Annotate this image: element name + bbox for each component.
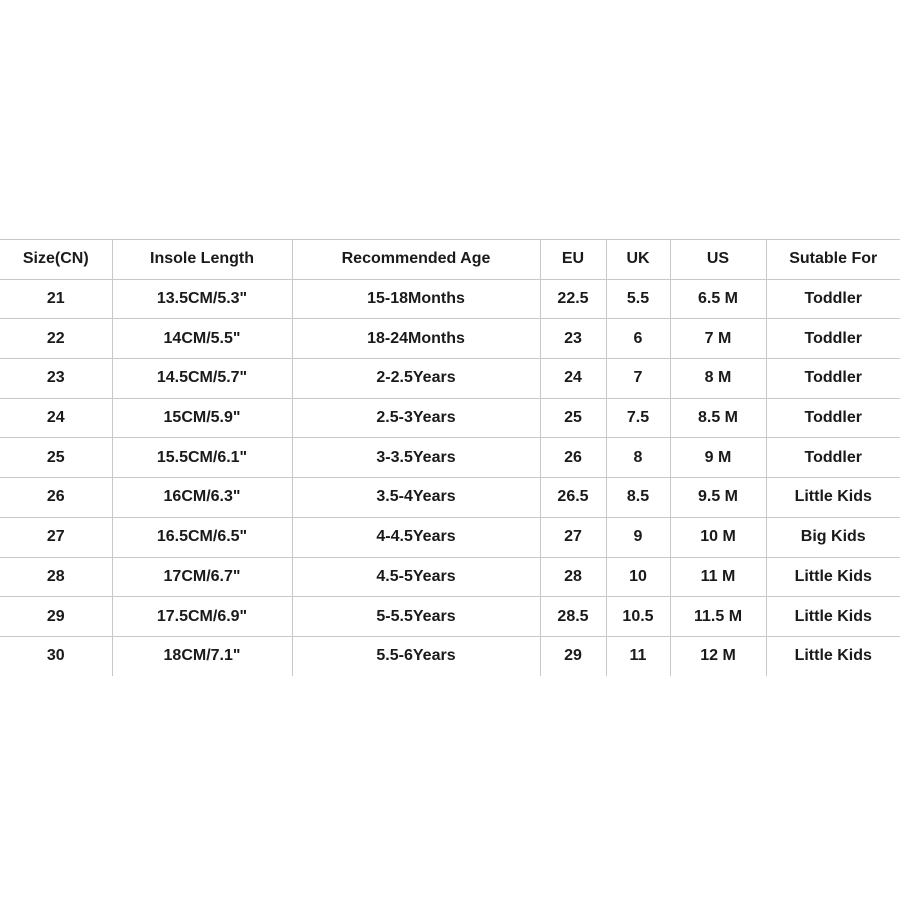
cell-recommended-age: 5.5-6Years [292, 636, 540, 675]
cell-suitable-for: Toddler [766, 319, 900, 359]
cell-insole-length: 16.5CM/6.5" [112, 517, 292, 557]
cell-us: 10 M [670, 517, 766, 557]
cell-eu: 22.5 [540, 279, 606, 319]
cell-insole-length: 17.5CM/6.9" [112, 597, 292, 637]
header-eu: EU [540, 240, 606, 280]
cell-size-cn: 25 [0, 438, 112, 478]
cell-us: 6.5 M [670, 279, 766, 319]
cell-eu: 26 [540, 438, 606, 478]
cell-size-cn: 30 [46, 647, 65, 665]
cell-uk: 6 [606, 319, 670, 359]
table-row [0, 359, 900, 399]
cell-us: 11.5 M [670, 597, 766, 637]
cell-us: 8.5 M [670, 398, 766, 438]
cell-uk: 10.5 [606, 597, 670, 637]
cell-uk: 8 [606, 438, 670, 478]
cell-insole-length: 15CM/5.9" [112, 398, 292, 438]
cell-recommended-age: 18-24Months [292, 319, 540, 359]
size-chart-table [0, 239, 900, 676]
table-body [0, 279, 900, 675]
cell-us: 9 M [670, 438, 766, 478]
cell-eu: 29 [540, 636, 606, 675]
header-us: US [670, 240, 766, 280]
cell-suitable-for: Toddler [766, 359, 900, 399]
cell-eu: 28 [540, 557, 606, 597]
table-row [0, 398, 900, 438]
cell-uk: 11 [606, 636, 670, 675]
cell-us: 9.5 M [670, 478, 766, 518]
cell-us: 11 M [670, 557, 766, 597]
cell-insole-length: 14CM/5.5" [112, 319, 292, 359]
cell-size-cn: 27 [0, 517, 112, 557]
table-row [0, 279, 900, 319]
cell-suitable-for: Toddler [766, 398, 900, 438]
cell-suitable-for: Little Kids [766, 557, 900, 597]
cell-insole-length: 14.5CM/5.7" [112, 359, 292, 399]
cell-insole-length: 17CM/6.7" [112, 557, 292, 597]
cell-us: 7 M [670, 319, 766, 359]
cell-insole-length: 18CM/7.1" [112, 636, 292, 675]
cell-size-cn: 26 [0, 478, 112, 518]
cell-insole-length: 16CM/6.3" [112, 478, 292, 518]
table-header [0, 240, 900, 280]
table-row [0, 517, 900, 557]
cell-recommended-age: 3-3.5Years [292, 438, 540, 478]
cell-suitable-for: Toddler [766, 279, 900, 319]
header-insole-length: Insole Length [112, 240, 292, 280]
cell-uk: 8.5 [606, 478, 670, 518]
cell-recommended-age: 5-5.5Years [292, 597, 540, 637]
table-row [0, 438, 900, 478]
cell-uk: 10 [606, 557, 670, 597]
cell-us: 12 M [670, 636, 766, 675]
table-row [0, 557, 900, 597]
cell-eu: 28.5 [540, 597, 606, 637]
cell-eu: 23 [540, 319, 606, 359]
cell-size-cn: 29 [0, 597, 112, 637]
cell-size-cn: 24 [0, 398, 112, 438]
cell-suitable-for: Little Kids [766, 597, 900, 637]
cell-suitable-for: Big Kids [766, 517, 900, 557]
cell-uk: 7.5 [606, 398, 670, 438]
header-size-cn: Size(CN) [0, 240, 112, 280]
table-row [0, 597, 900, 637]
cell-size-cn: 21 [0, 279, 112, 319]
cell-suitable-for: Little Kids [766, 636, 900, 675]
cell-us: 8 M [670, 359, 766, 399]
cell-uk: 5.5 [606, 279, 670, 319]
cell-recommended-age: 15-18Months [292, 279, 540, 319]
cell-size-cn: 23 [0, 359, 112, 399]
table-row [0, 478, 900, 518]
cell-eu: 27 [540, 517, 606, 557]
cell-recommended-age: 4.5-5Years [292, 557, 540, 597]
cell-recommended-age: 2-2.5Years [292, 359, 540, 399]
cell-size-cn: 22 [0, 319, 112, 359]
cell-recommended-age: 3.5-4Years [292, 478, 540, 518]
cell-recommended-age: 4-4.5Years [292, 517, 540, 557]
cell-uk: 9 [606, 517, 670, 557]
cell-size-cn: 28 [0, 557, 112, 597]
cell-insole-length: 13.5CM/5.3" [112, 279, 292, 319]
cell-uk: 7 [606, 359, 670, 399]
cell-eu: 25 [540, 398, 606, 438]
cell-insole-length: 15.5CM/6.1" [112, 438, 292, 478]
cell-eu: 26.5 [540, 478, 606, 518]
cell-suitable-for: Toddler [766, 438, 900, 478]
cell-recommended-age: 2.5-3Years [292, 398, 540, 438]
header-uk: UK [606, 240, 670, 280]
header-suitable-for: Sutable For [766, 240, 900, 280]
header-row [0, 240, 900, 280]
table-row [0, 319, 900, 359]
header-recommended-age: Recommended Age [292, 240, 540, 280]
cell-suitable-for: Little Kids [766, 478, 900, 518]
cell-eu: 24 [540, 359, 606, 399]
table-row [0, 636, 900, 675]
